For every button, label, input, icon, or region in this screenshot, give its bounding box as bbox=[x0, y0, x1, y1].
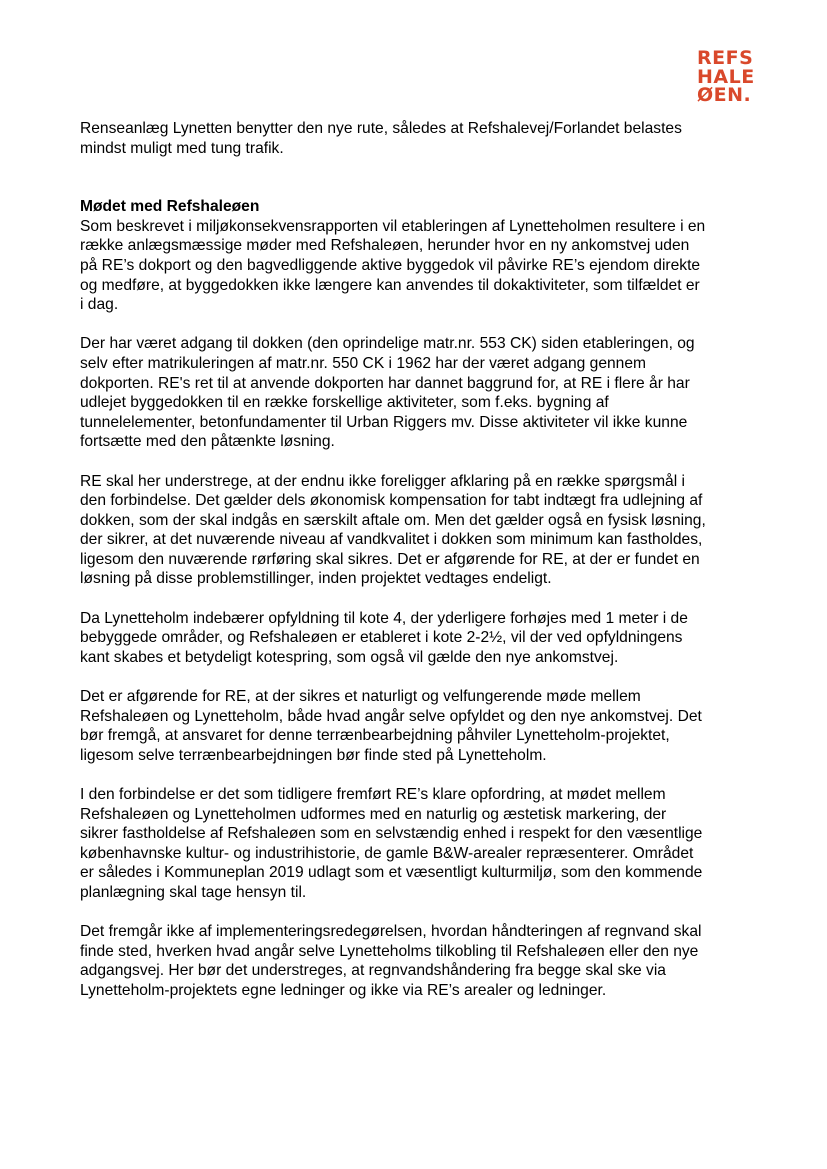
section-heading: Mødet med Refshaleøen bbox=[80, 198, 260, 216]
logo-line-1: REFS bbox=[697, 47, 754, 69]
paragraph-1: Som beskrevet i miljøkonsekvensrapporten vil etableringen af Lynetteholmen resultere i en række anlægsmæssige møder med Refshaleøen, herunder hvor en ny ankomstvej uden på RE’s dokport og den bagvedliggende aktive byggedok vil påvirke RE’s ejendom direkte og medføre, at byggedokken ikke længere kan anvendes til dokaktiviteter, som tilfældet er i dag. bbox=[80, 217, 706, 314]
logo-line-3: ØEN. bbox=[697, 84, 752, 106]
refshaleoen-logo bbox=[697, 49, 757, 105]
paragraph-7: Det fremgår ikke af implementeringsredegørelsen, hvordan håndteringen af regnvand skal finde sted, hverken hvad angår selve Lynetteholms tilkobling til Refshaleøen eller den nye adgangsvej. Her bør det understreges, at regnvandshåndering fra begge skal ske via Lynetteholm-projektets egne ledninger og ikke via RE’s arealer og ledninger. bbox=[80, 923, 702, 999]
intro-paragraph: Renseanlæg Lynetten benytter den nye rute, således at Refshalevej/Forlandet belastes mindst muligt med tung trafik. bbox=[80, 120, 682, 157]
paragraph-2: Der har været adgang til dokken (den oprindelige matr.nr. 553 CK) siden etableringen, og selv efter matrikuleringen af matr.nr. 550 CK i 1962 har der været adgang gennem dokporten. RE's ret til at anvende dokporten har dannet baggrund for, at RE i flere år har udlejet byggedokken til en række forskellige aktiviteter, som f.eks. bygning af tunnelelementer, betonfundamenter til Urban Riggers mv. Disse aktiviteter vil ikke kunne fortsætte med den påtænkte løsning. bbox=[80, 335, 695, 451]
paragraph-4: Da Lynetteholm indebærer opfyldning til kote 4, der yderligere forhøjes med 1 meter i de bebyggede områder, og Refshaleøen er etableret i kote 2-2½, vil der ved opfyldningens kant skabes et betydeligt kotespring, som også vil gælde den nye ankomstvej. bbox=[80, 609, 688, 666]
paragraph-5: Det er afgørende for RE, at der sikres et naturligt og velfungerende møde mellem Refshaleøen og Lynetteholm, både hvad angår selve opfyldet og den nye ankomstvej. Det bør fremgå, at ansvaret for denne terrænbearbejdning påhviler Lynetteholm-projektet, ligesom selve terrænbearbejdningen bør finde sted på Lynetteholm. bbox=[80, 688, 702, 764]
paragraph-3: RE skal her understrege, at der endnu ikke foreligger afklaring på en række spørgsmål i den forbindelse. Det gælder dels økonomisk kompensation for tabt indtægt fra udlejning af dokken, som der skal indgås en særskilt aftale om. Men det gælder også en fysisk løsning, der sikrer, at det nuværende niveau af vandkvalitet i dokken som minimum kan fastholdes, ligesom den nuværende rørføring skal sikres. Det er afgørende for RE, at der er fundet en løsning på disse problemstillinger, inden projektet vedtages endeligt. bbox=[80, 472, 706, 588]
paragraph-6: I den forbindelse er det som tidligere fremført RE’s klare opfordring, at mødet mellem Refshaleøen og Lynetteholmen udformes med en naturlig og æstetisk markering, der sikrer fastholdelse af Refshaleøen som en selvstændig enhed i respekt for den væsentlige københavnske kultur- og industrihistorie, de gamle B&W-arealer repræsenterer. Området er således i Kommuneplan 2019 udlagt som et væsentligt kulturmiljø, som den kommende planlægning skal tage hensyn til. bbox=[80, 786, 703, 901]
logo-line-2: HALE bbox=[697, 65, 755, 88]
document-body bbox=[80, 119, 760, 1001]
